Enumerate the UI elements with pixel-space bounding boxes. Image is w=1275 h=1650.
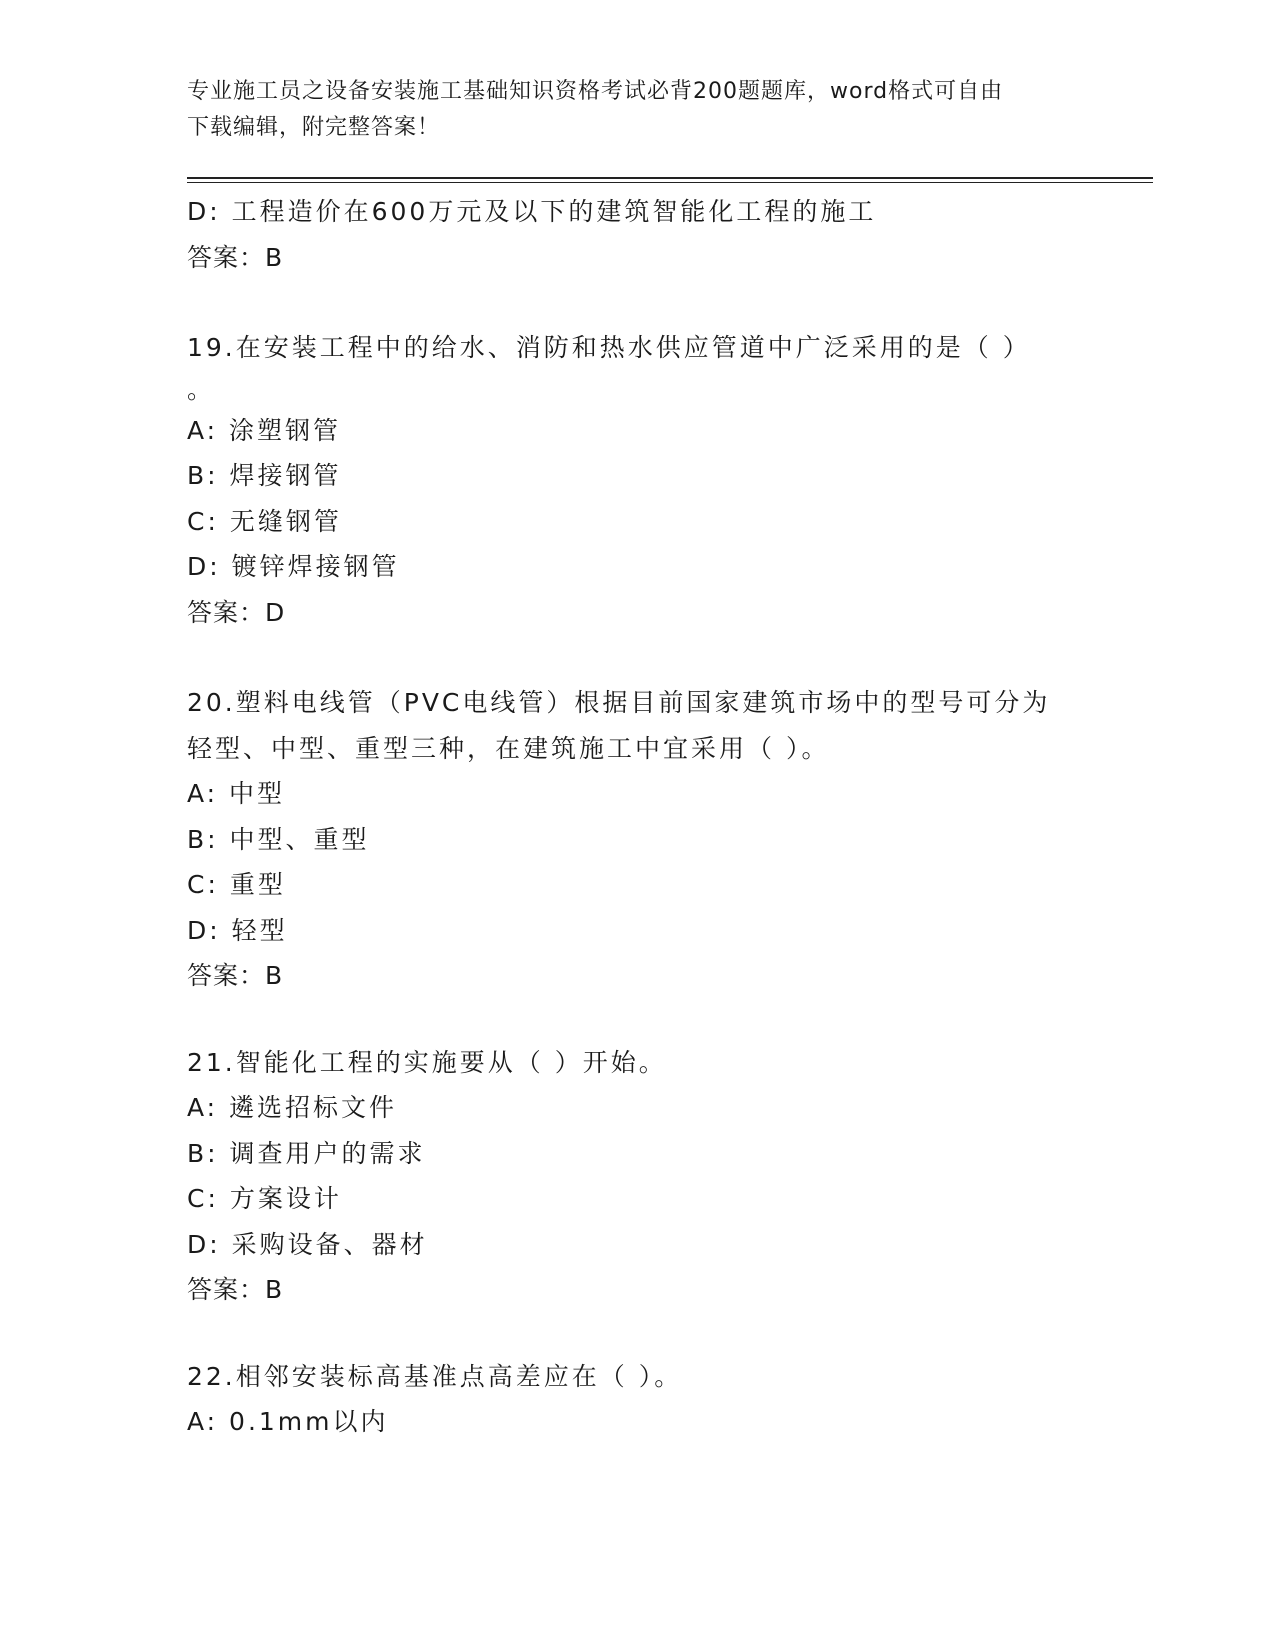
header-title-line-1: 专业施工员之设备安装施工基础知识资格考试必背200题题库，word格式可自由 — [187, 79, 1004, 104]
question-20 — [187, 680, 1087, 999]
answer-line: 答案：D — [187, 597, 286, 627]
document-body — [187, 189, 1087, 1445]
header-divider-thin — [187, 182, 1153, 183]
option-c: C: 无缝钢管 — [187, 506, 342, 536]
question-stem-continued: 轻型、中型、重型三种，在建筑施工中宜采用（ ）。 — [187, 733, 830, 763]
question-stem: 22.相邻安装标高基准点高差应在（ ）。 — [187, 1361, 683, 1391]
header-divider-thick — [187, 177, 1153, 179]
option-d: D: 采购设备、器材 — [187, 1229, 428, 1259]
question-stem: 21.智能化工程的实施要从（ ）开始。 — [187, 1047, 667, 1077]
option-a: A: 0.1mm以内 — [187, 1407, 389, 1436]
option-c: C: 方案设计 — [187, 1184, 342, 1213]
option-c: C: 重型 — [187, 870, 286, 899]
option-a: A: 涂塑钢管 — [187, 415, 342, 445]
question-stem: 19.在安装工程中的给水、消防和热水供应管道中广泛采用的是（ ） — [187, 333, 1031, 362]
question-21 — [187, 1040, 1087, 1313]
option-b: B: 中型、重型 — [187, 824, 370, 854]
question-22 — [187, 1354, 1087, 1445]
option-d: D: 镀锌焊接钢管 — [187, 552, 400, 581]
document-header — [187, 74, 1087, 146]
previous-question-tail — [187, 189, 1087, 280]
option-b: B: 调查用户的需求 — [187, 1138, 426, 1168]
question-stem-continued: 。 — [187, 374, 216, 404]
answer-line: 答案：B — [187, 242, 284, 272]
option-a: A: 中型 — [187, 779, 286, 808]
answer-line: 答案：B — [187, 1275, 284, 1304]
option-d: D: 轻型 — [187, 915, 288, 945]
question-19 — [187, 325, 1087, 635]
question-stem: 20.塑料电线管（PVC电线管）根据目前国家建筑市场中的型号可分为 — [187, 688, 1051, 717]
option-b: B: 焊接钢管 — [187, 461, 342, 490]
option-d: D: 工程造价在600万元及以下的建筑智能化工程的施工 — [187, 197, 877, 226]
option-a: A: 遴选招标文件 — [187, 1093, 398, 1122]
answer-line: 答案：B — [187, 961, 284, 990]
header-title-line-2: 下载编辑，附完整答案！ — [187, 115, 441, 140]
